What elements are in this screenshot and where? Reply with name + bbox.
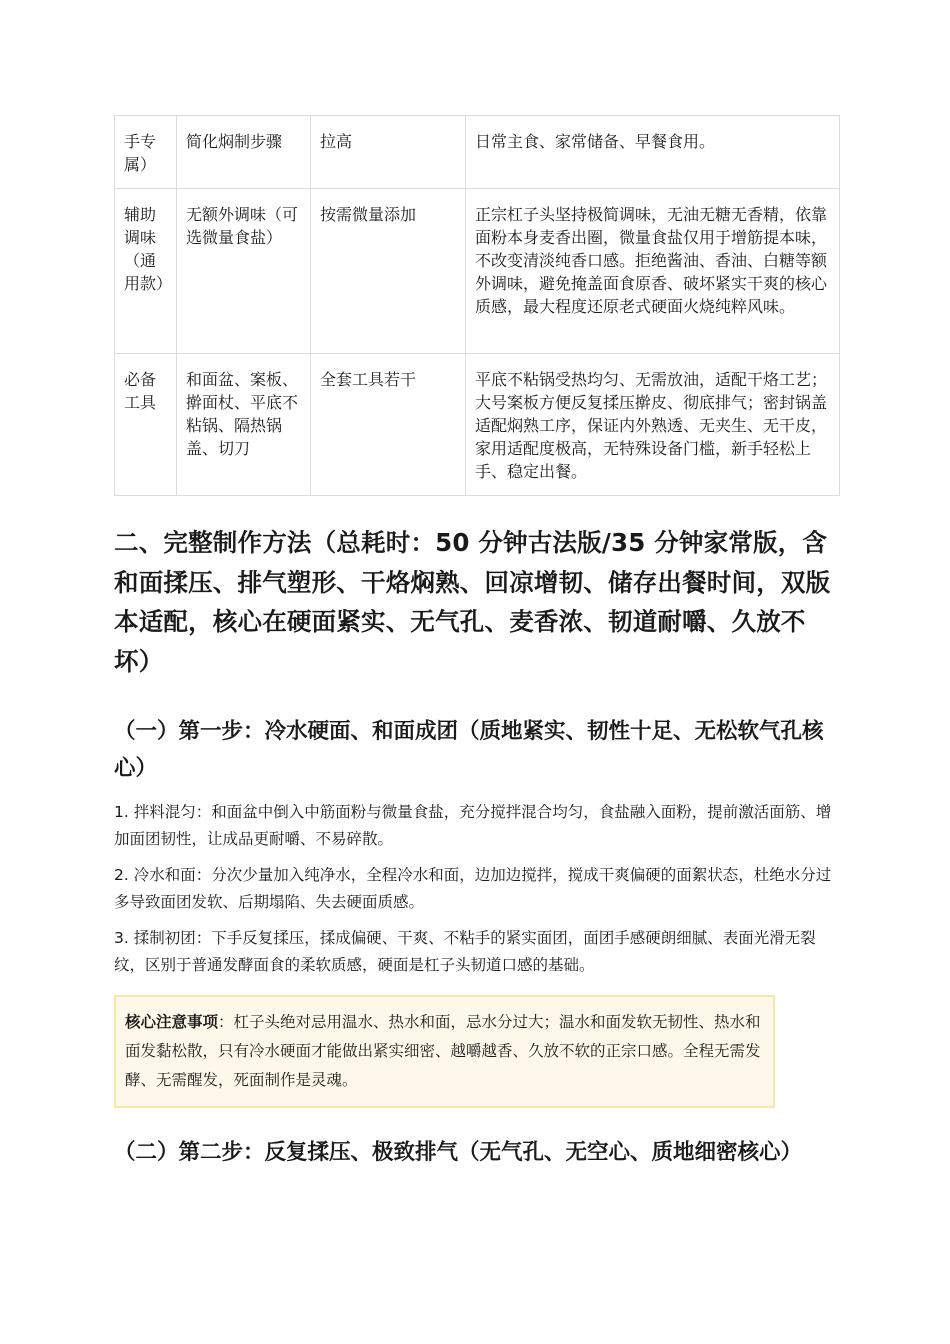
table-cell: 辅助调味（通用款） xyxy=(115,189,177,354)
list-item: 1. 拌料混匀：和面盆中倒入中筋面粉与微量食盐，充分搅拌混合均匀，食盐融入面粉，提前激活面筋、增加面团韧性，让成品更耐嚼、不易碎散。 xyxy=(114,803,832,848)
table-cell: 无额外调味（可选微量食盐） xyxy=(177,189,311,354)
table-row xyxy=(115,116,840,189)
table-cell: 平底不粘锅受热均匀、无需放油，适配干烙工艺；大号案板方便反复揉压擀皮、彻底排气；密封锅盖适配焖熟工序，保证内外熟透、无夹生、无干皮，家用适配度极高，无特殊设备门槛，新手轻松上手、稳定出餐。 xyxy=(466,354,840,496)
section-heading: 二、完整制作方法（总耗时：50 分钟古法版/35 分钟家常版，含和面揉压、排气塑形、干烙焖熟、回凉增韧、储存出餐时间，双版本适配，核心在硬面紧实、无气孔、麦香浓、韧道耐嚼、久放不坏） xyxy=(114,528,831,676)
list-item: 3. 揉制初团：下手反复揉压，揉成偏硬、干爽、不粘手的紧实面团，面团手感硬朗细腻、表面光滑无裂纹，区别于普通发酵面食的柔软质感，硬面是杠子头韧道口感的基础。 xyxy=(114,929,816,974)
table-cell: 拉高 xyxy=(311,116,466,189)
table-cell: 简化焖制步骤 xyxy=(177,116,311,189)
list-item: 2. 冷水和面：分次少量加入纯净水，全程冷水和面，边加边搅拌，搅成干爽偏硬的面絮状态，杜绝水分过多导致面团发软、后期塌陷、失去硬面质感。 xyxy=(114,866,832,911)
table-cell: 手专属） xyxy=(115,116,177,189)
table-cell: 按需微量添加 xyxy=(311,189,466,354)
table-cell: 必备工具 xyxy=(115,354,177,496)
step2-heading: （二）第二步：反复揉压、极致排气（无气孔、无空心、质地细密核心） xyxy=(114,1140,803,1165)
note-text: ：杠子头绝对忌用温水、热水和面，忌水分过大；温水和面发软无韧性、热水和面发黏松散，只有冷水硬面才能做出紧实细密、越嚼越香、久放不软的正宗口感。全程无需发酵、无需醒发，死面制作是灵魂。 xyxy=(125,1013,761,1089)
note-label: 核心注意事项 xyxy=(125,1013,219,1031)
step1-heading: （一）第一步：冷水硬面、和面成团（质地紧实、韧性十足、无松软气孔核心） xyxy=(114,719,824,781)
table-row xyxy=(115,354,840,496)
table-row xyxy=(115,189,840,354)
table-cell: 全套工具若干 xyxy=(311,354,466,496)
table-cell: 和面盆、案板、擀面杖、平底不粘锅、隔热锅盖、切刀 xyxy=(177,354,311,496)
document-page xyxy=(114,115,840,1171)
note-box xyxy=(114,995,775,1108)
table-cell: 正宗杠子头坚持极简调味，无油无糖无香精，依靠面粉本身麦香出圈，微量食盐仅用于增筋提本味，不改变清淡纯香口感。拒绝酱油、香油、白糖等额外调味，避免掩盖面食原香、破坏紧实干爽的核心质感，最大程度还原老式硬面火烧纯粹风味。 xyxy=(466,189,840,354)
step1-list xyxy=(114,799,840,979)
ingredients-table xyxy=(114,115,840,496)
table-cell: 日常主食、家常储备、早餐食用。 xyxy=(466,116,840,189)
